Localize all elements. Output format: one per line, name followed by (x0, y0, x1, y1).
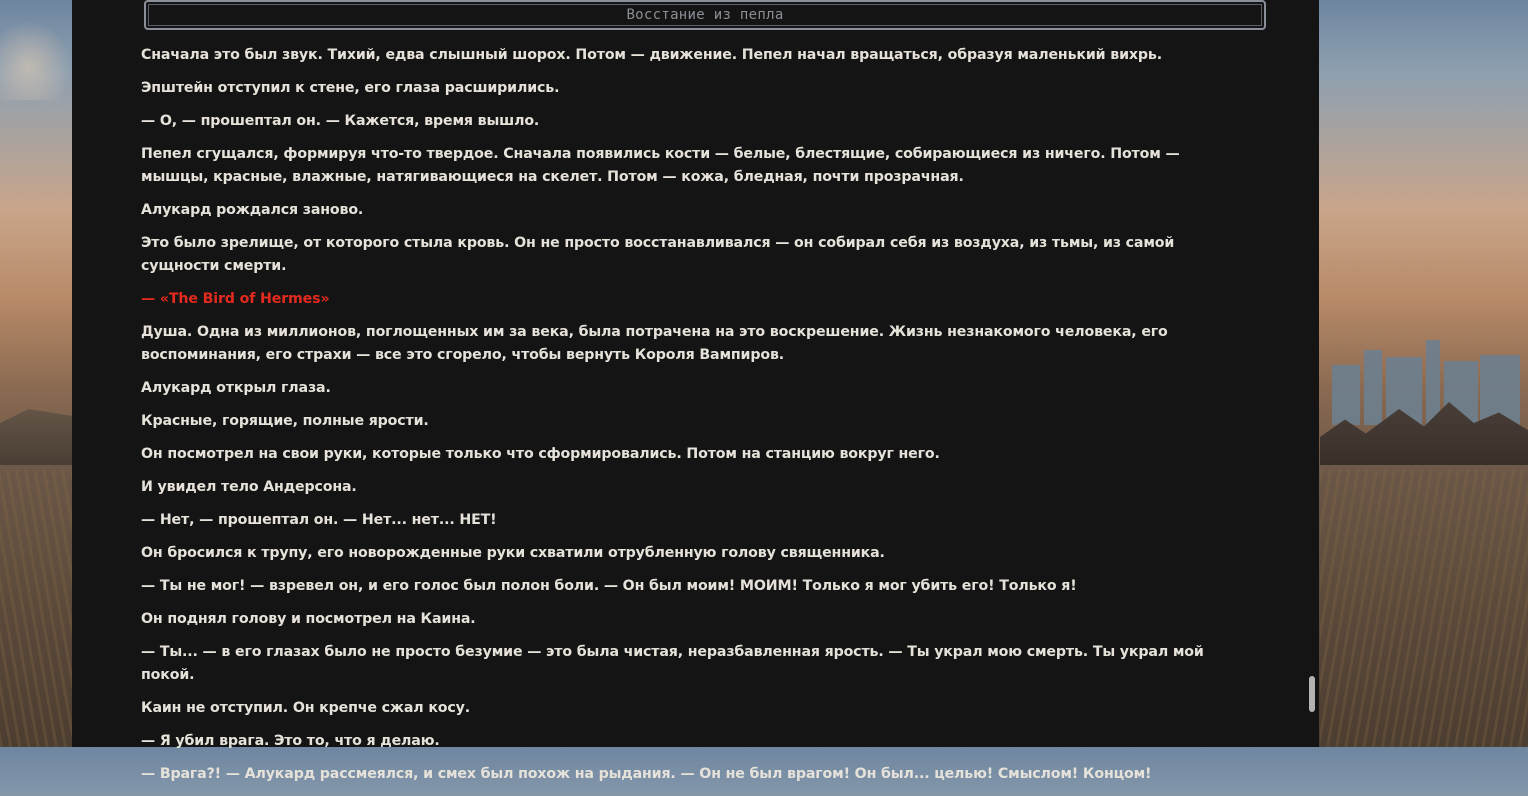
chapter-header (144, 0, 1266, 30)
chapter-title: Восстание из пепла (626, 7, 784, 23)
background-grass-left (0, 470, 72, 747)
paragraph: — Врага?! — Алукард рассмеялся, и смех был похож на рыдания. — Он не был врагом! Он был... целью! Смыслом! Концом! (141, 766, 1152, 782)
background-ruined-city (1320, 330, 1528, 425)
paragraph: Это было зрелище, от которого стыла кровь. Он не просто восстанавливался — он собирал себя из воздуха, из тьмы, из самой сущности смерти. (141, 235, 1175, 274)
background-grass-right (1320, 470, 1528, 747)
paragraph: — Нет, — прошептал он. — Нет... нет... НЕТ! (141, 512, 497, 528)
paragraph: И увидел тело Андерсона. (141, 479, 357, 495)
paragraph: Эпштейн отступил к стене, его глаза расширились. (141, 80, 560, 96)
paragraph: Алукард рождался заново. (141, 202, 364, 218)
paragraph: Алукард открыл глаза. (141, 380, 331, 396)
paragraph: Пепел сгущался, формируя что-то твердое. Сначала появились кости — белые, блестящие, собирающиеся из ничего. Потом — мышцы, красные, влажные, натягивающиеся на скелет. Потом — кожа, бледная, почти прозрачная. (141, 146, 1180, 185)
paragraph: — О, — прошептал он. — Кажется, время вышло. (141, 113, 540, 129)
paragraph: — Я убил врага. Это то, что я делаю. (141, 733, 440, 749)
spell-paragraph: — «The Bird of Hermes» (141, 291, 330, 307)
paragraph: Он бросился к трупу, его новорожденные руки схватили отрубленную голову священника. (141, 545, 885, 561)
paragraph: Каин не отступил. Он крепче сжал косу. (141, 700, 471, 716)
paragraph: — Ты... — в его глазах было не просто безумие — это была чистая, неразбавленная ярость. — Ты украл мою смерть. Ты украл мой покой. (141, 644, 1204, 683)
paragraph: Душа. Одна из миллионов, поглощенных им за века, была потрачена на это воскрешение. Жизнь незнакомого человека, его воспоминания, его страхи — все это сгорело, чтобы вернуть Короля Вампиров. (141, 324, 1168, 363)
background-hill (0, 395, 72, 465)
scrollbar-thumb[interactable] (1309, 676, 1315, 712)
paragraph: Он поднял голову и посмотрел на Каина. (141, 611, 476, 627)
paragraph: Он посмотрел на свои руки, которые только что сформировались. Потом на станцию вокруг него. (141, 446, 940, 462)
paragraph: — Ты не мог! — взревел он, и его голос был полон боли. — Он был моим! МОИМ! Только я мог убить его! Только я! (141, 578, 1077, 594)
story-text (141, 44, 1251, 796)
background-cloud (0, 20, 72, 100)
reader-panel (72, 0, 1319, 782)
paragraph: Красные, горящие, полные ярости. (141, 413, 429, 429)
paragraph: Сначала это был звук. Тихий, едва слышный шорох. Потом — движение. Пепел начал вращаться, образуя маленький вихрь. (141, 47, 1162, 63)
